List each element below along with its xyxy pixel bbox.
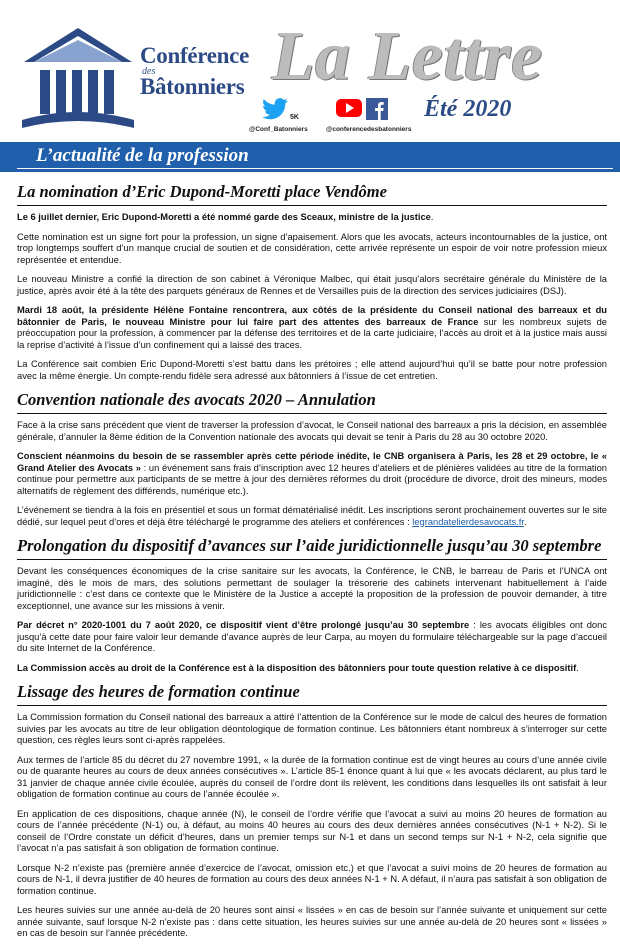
paragraph-emphasis: Par décret n° 2020-1001 du 7 août 2020, ce dispositif vient d’être prolongé jusqu’au 30 septembre <box>17 620 470 630</box>
paragraph-text: La Conférence sait combien Eric Dupond-Moretti s’est battu dans les prétoires ; elle attend aujourd’hui qu’il se batte pour notre profession avec la même énergie. Un compte-rendu fidèle sera adressé aux bâtonniers à l’issue de cet entretien. <box>17 359 607 381</box>
paragraph-text: L’événement se tiendra à la fois en présentiel et sous un format dématérialisé inédit. Les inscriptions seront prochainement ouvertes sur le site dédié, sur lequel peut d’ores et déjà être téléchargé le programme des ateliers et conférences : <box>17 505 607 527</box>
conference-logo-icon <box>18 24 136 132</box>
paragraph-text: Les heures suivies sur une année au-delà de 20 heures sont ainsi « lissées » en cas de besoin sur l’année suivante et uniquement sur cette année suivante, sauf lorsque N-2 n’existe pas : dans cette situation, les heures suivies sur une année au-delà de 20 heures sont « lissées » en cas de besoin sur l’année précédente. <box>17 905 607 938</box>
paragraph-text: La Commission formation du Conseil national des barreaux a attiré l’attention de la Conférence sur le mode de calcul des heures de formation suivies par les avocats au titre de leur obligation déontologique de formation continue. Les bâtonniers étant nombreux à s’interroger sur cette question, ces règles leurs sont ci-après rappelées. <box>17 712 607 745</box>
article-paragraph <box>17 863 607 898</box>
article-paragraph <box>17 712 607 747</box>
external-link[interactable]: legrandatelierdesavocats.fr <box>412 516 524 527</box>
article-title: Lissage des heures de formation continue <box>17 682 607 706</box>
edition-season: Été 2020 <box>424 96 512 122</box>
paragraph-emphasis: La Commission accès au droit de la Conférence est à la disposition des bâtonniers pour toute question relative à ce dispositif <box>17 662 577 673</box>
paragraph-emphasis: Conscient néanmoins du besoin de se rassembler après cette période inédite, le CNB organisera à Paris, les 28 et 29 octobre, le « Grand Atelier des Avocats » <box>17 451 607 473</box>
paragraph-text: sur les nombreux sujets de préoccupation pour la profession, à commencer par la défense des territoires et de la carte judiciaire, l’accès au droit et à la justice mais aussi la reprise d’activité à l’issue d’un confinement qui a laissé des traces. <box>17 316 607 350</box>
organization-name <box>140 44 249 98</box>
paragraph-emphasis: Le 6 juillet dernier, Eric Dupond-Moretti a été nommé garde des Sceaux, ministre de la justice <box>17 212 431 222</box>
paragraph-text: : les avocats éligibles ont donc jusqu’à cette date pour faire valoir leur demande d’avance auprès de leur Carpa, au moyen du formulaire téléchargeable sur la page d’accueil du site Internet de la Conférence. <box>17 620 607 653</box>
paragraph-text-tail: . <box>523 516 527 527</box>
paragraph-text: . <box>576 662 579 673</box>
paragraph-text: Face à la crise sans précédent que vient de traverser la profession d’avocat, le Conseil national des barreaux a pris la décision, en assemblée générale, d’annuler la 8ème édition de la Convention nationale des avocats qui devait se tenir à Paris du 28 au 30 octobre 2020. <box>17 420 607 442</box>
twitter-handle[interactable]: @Conf_Batonniers <box>249 126 308 133</box>
paragraph-text: En application de ces dispositions, chaque année (N), le conseil de l’ordre vérifie que l’avocat a suivi au moins 20 heures de formation au cours de l’année précédente (N-1) ou, à défaut, au moins 40 heures au cours des deux dernières années consécutives (N-1 + N-2). Si le conseil de l’Ordre constate un déficit d’heures, dans un premier temps sur N-1 et dans un second temps sur N-1 + N-2, cela signifie que l’avocat n’a pas satisfait à son obligation de formation continue. <box>17 808 607 853</box>
org-line-2: des <box>142 66 156 77</box>
social-handle[interactable]: @conferencedesbatonniers <box>326 126 412 133</box>
paragraph-emphasis: Mardi 18 août, la présidente Hélène Fontaine rencontrera, aux côtés de la présidente du Conseil national des barreaux et du bâtonnier de Paris, le nouveau Ministre pour lui faire part des attentes des barreaux de France <box>17 305 607 327</box>
article-paragraph <box>17 809 607 855</box>
article-paragraph <box>17 663 607 675</box>
paragraph-text: Devant les conséquences économiques de la crise sanitaire sur les avocats, la Conférence, le CNB, le barreau de Paris et l’UNCA ont imaginé, dès le mois de mars, des solutions permettant de soulager la trésorerie des cabinets intervenant habituellement à l’aide juridictionnelle : c’est dans ce contexte que le Ministère de la Justice a accepté la proposition de la profession de pouvoir demander, à titre exceptionnel, une avance sur les missions à venir. <box>17 566 607 611</box>
paragraph-text: Cette nomination est un signe fort pour la profession, un signe d’apaisement. Alors que les avocats, acteurs incontournables de la justice, ont trop longtemps souffert d’un manque crucial de soutien et de considération, cette arrivée représente un espoir de voir notre profession mieux représentée et entendue. <box>17 231 607 265</box>
twitter-follower-count: 5K <box>290 114 299 121</box>
article-paragraph <box>17 755 607 801</box>
facebook-icon[interactable] <box>366 98 388 120</box>
twitter-icon[interactable] <box>262 98 288 120</box>
newsletter-header <box>0 0 620 142</box>
paragraph-text: Aux termes de l’article 85 du décret du 27 novembre 1991, « la durée de la formation continue est de vingt heures au cours d’une année civile ou de quarante heures au cours de deux années consécutives ». L’article 85-1 énonce quant à lui que « les avocats déclarent, au plus tard le 31 janvier de chaque année civile écoulée, auprès du conseil de l’ordre dont ils relèvent, les conditions dans lesquelles ils ont satisfait à leur obligation de formation continue au cours de l’année écoulée ». <box>17 754 607 799</box>
article-paragraph <box>17 305 607 351</box>
paragraph-text: Lorsque N-2 n’existe pas (première année d’exercice de l’avocat, omission etc.) et que l’avocat a suivi moins de 20 heures de formation au cours de N-1, il devra justifier de 40 heures de formation au cours des deux années N-1 + N. A défaut, il n’aura pas satisfait à son obligation de formation continue. <box>17 862 607 896</box>
article-paragraph <box>17 620 607 655</box>
article-paragraph <box>17 451 607 497</box>
article-paragraph <box>17 359 607 382</box>
article-title: Prolongation du dispositif d’avances sur l’aide juridictionnelle jusqu’au 30 septembre <box>17 536 607 560</box>
paragraph-text: Le nouveau Ministre a confié la direction de son cabinet à Véronique Malbec, qui était jusqu’alors secrétaire générale du Ministère de la justice, après avoir été à la tête des parquets généraux de Rennes et de Versailles puis de la direction des services judiciaires (DSJ). <box>17 274 607 296</box>
newsletter-title: La Lettre <box>272 18 543 95</box>
article-title: La nomination d’Eric Dupond-Moretti place Vendôme <box>17 182 607 206</box>
article-paragraph <box>17 232 607 267</box>
article-paragraph <box>17 274 607 297</box>
section-divider <box>17 168 613 169</box>
section-title: L’actualité de la profession <box>36 145 249 166</box>
article-title: Convention nationale des avocats 2020 – Annulation <box>17 390 607 414</box>
article-paragraph <box>17 505 607 528</box>
youtube-icon[interactable] <box>336 98 362 118</box>
article-paragraph <box>17 566 607 612</box>
article-paragraph <box>17 420 607 443</box>
org-line-3: Bâtonniers <box>140 74 245 99</box>
article-paragraph <box>17 905 607 940</box>
paragraph-text: . <box>430 212 434 222</box>
org-line-1: Conférence <box>140 43 249 68</box>
paragraph-text: : un événement sans frais d’inscription avec 12 heures d’ateliers et de plénières validées au titre de la formation continue pour permettre aux participants de se mettre à jour des dernières réformes du droit (procédure de divorce, droit des mineurs, modes alternatifs de règlement des différends, numérique etc.). <box>17 462 607 496</box>
article-paragraph <box>17 212 607 224</box>
articles-container <box>17 176 607 948</box>
